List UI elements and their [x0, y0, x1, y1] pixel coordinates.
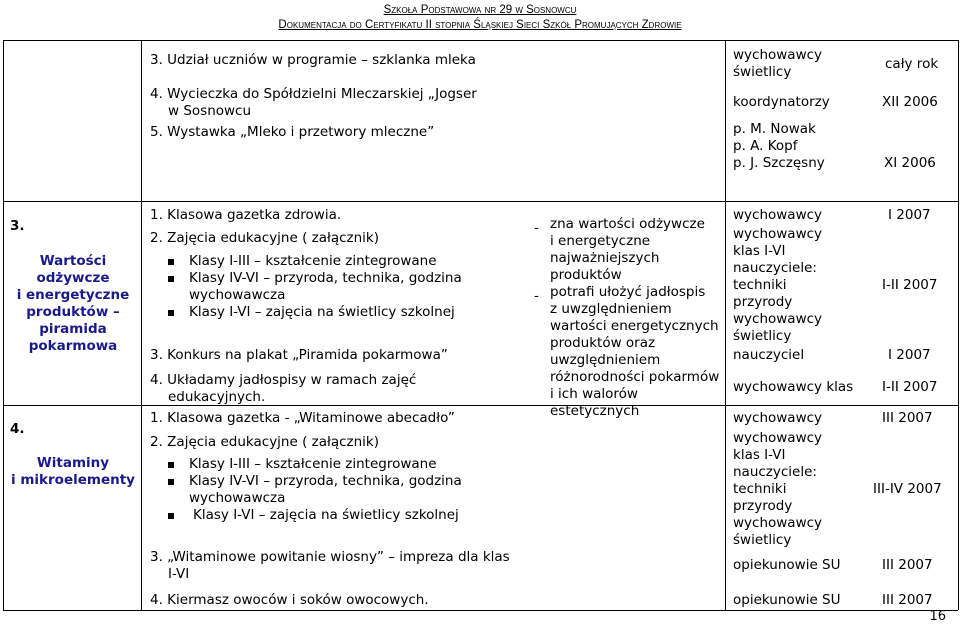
- table-line: [958, 40, 959, 610]
- section-title: Witaminy i mikroelementy: [11, 455, 135, 488]
- section-number: 4.: [10, 421, 25, 437]
- task-text: 1. Klasowa gazetka zdrowia.: [150, 207, 342, 223]
- time-text: XI 2006: [884, 155, 936, 171]
- time-text: cały rok: [885, 56, 939, 72]
- responsible-text: nauczyciel: [733, 347, 805, 363]
- responsible-text: opiekunowie SU: [733, 557, 841, 573]
- task-text: w Sosnowcu: [168, 103, 252, 119]
- task-text: edukacyjnych.: [168, 389, 266, 405]
- time-text: III 2007: [882, 410, 933, 426]
- task-bullet-text: Klasy I-III – kształcenie zintegrowane: [189, 456, 437, 472]
- table-line: [3, 610, 958, 611]
- time-text: III 2007: [882, 592, 933, 608]
- responsible-text: wychowawcy: [733, 207, 823, 223]
- responsible-text: p. J. Szczęsny: [733, 155, 825, 171]
- task-text: 3. Udział uczniów w programie – szklanka mleka: [150, 52, 476, 68]
- responsible-text: p. M. Nowak: [733, 121, 816, 137]
- task-text: 4. Wycieczka do Spółdzielni Mleczarskiej „Jogser: [150, 86, 477, 102]
- task-bullet-text: Klasy IV-VI – przyroda, technika, godzina: [189, 270, 462, 286]
- bullet-icon: [168, 462, 174, 468]
- goals-block: potrafi ułożyć jadłospis z uwzględnieniem wartości energetycznych produktów oraz uwzględnieniem różnorodności pokarmów i ich walorów estetycznych: [550, 284, 720, 419]
- task-text: 4. Kiermasz owoców i soków owocowych.: [150, 592, 429, 608]
- bullet-icon: [168, 259, 174, 265]
- responsible-text: wychowawcy klas: [733, 379, 854, 395]
- responsible-text: wychowawcy: [733, 47, 823, 63]
- page-number: 16: [929, 609, 946, 624]
- section-title: Wartości odżywcze i energetyczne produktów – piramida pokarmowa: [16, 253, 130, 354]
- goal-dash: -: [534, 220, 539, 236]
- goals-block: zna wartości odżywcze i energetyczne najważniejszych produktów: [550, 216, 705, 283]
- responsible-text: p. A. Kopf: [733, 138, 798, 154]
- document-header-title: Dokumentacja do Certyfikatu II stopnia Śląskiej Sieci Szkół Promujących Zdrowie: [278, 19, 682, 31]
- time-text: III 2007: [882, 557, 933, 573]
- task-bullet-text: Klasy I-VI – zajęcia na świetlicy szkolnej: [189, 304, 455, 320]
- task-text: 2. Zajęcia edukacyjne ( załącznik): [150, 230, 380, 246]
- task-bullet-text: Klasy I-III – kształcenie zintegrowane: [189, 253, 437, 269]
- task-bullet-text: wychowawcza: [189, 490, 286, 506]
- responsible-text: opiekunowie SU: [733, 592, 841, 608]
- time-text: I 2007: [888, 207, 931, 223]
- task-bullet-text: Klasy IV-VI – przyroda, technika, godzina: [189, 473, 462, 489]
- table-line: [3, 40, 4, 610]
- table-line: [3, 405, 958, 406]
- task-text: 3. Konkurs na plakat „Piramida pokarmowa”: [150, 347, 448, 363]
- bullet-icon: [168, 276, 174, 282]
- time-text: XII 2006: [882, 94, 938, 110]
- responsible-text: świetlicy: [733, 64, 792, 80]
- task-text: 5. Wystawka „Mleko i przetwory mleczne”: [150, 124, 435, 140]
- time-text: III-IV 2007: [873, 481, 942, 497]
- time-text: I-II 2007: [882, 379, 938, 395]
- responsible-text: wychowawcy: [733, 410, 823, 426]
- responsible-block: wychowawcy klas I-VI nauczyciele: techniki przyrody wychowawcy świetlicy: [733, 226, 823, 344]
- time-text: I-II 2007: [882, 277, 938, 293]
- task-text: 4. Układamy jadłospisy w ramach zajęć: [150, 372, 417, 388]
- table-line: [3, 40, 958, 41]
- table-line: [725, 40, 726, 610]
- table-line: [3, 201, 958, 202]
- bullet-icon: [168, 310, 174, 316]
- table-line: [141, 40, 142, 610]
- task-text: 2. Zajęcia edukacyjne ( załącznik): [150, 434, 380, 450]
- task-text: 3. „Witaminowe powitanie wiosny” – impreza dla klas: [150, 549, 510, 565]
- responsible-block: wychowawcy klas I-VI nauczyciele: techniki przyrody wychowawcy świetlicy: [733, 430, 823, 548]
- bullet-icon: [168, 479, 174, 485]
- bullet-icon: [168, 513, 174, 519]
- document-header-school: Szkoła Podstawowa nr 29 w Sosnowcu: [383, 4, 577, 16]
- responsible-text: koordynatorzy: [733, 94, 830, 110]
- section-number: 3.: [10, 218, 25, 234]
- task-bullet-text: Klasy I-VI – zajęcia na świetlicy szkolnej: [193, 507, 459, 523]
- time-text: I 2007: [888, 347, 931, 363]
- task-text: I-VI: [168, 566, 190, 582]
- goal-dash: -: [534, 288, 539, 304]
- task-bullet-text: wychowawcza: [189, 287, 286, 303]
- task-text: 1. Klasowa gazetka - „Witaminowe abecadło”: [150, 410, 455, 426]
